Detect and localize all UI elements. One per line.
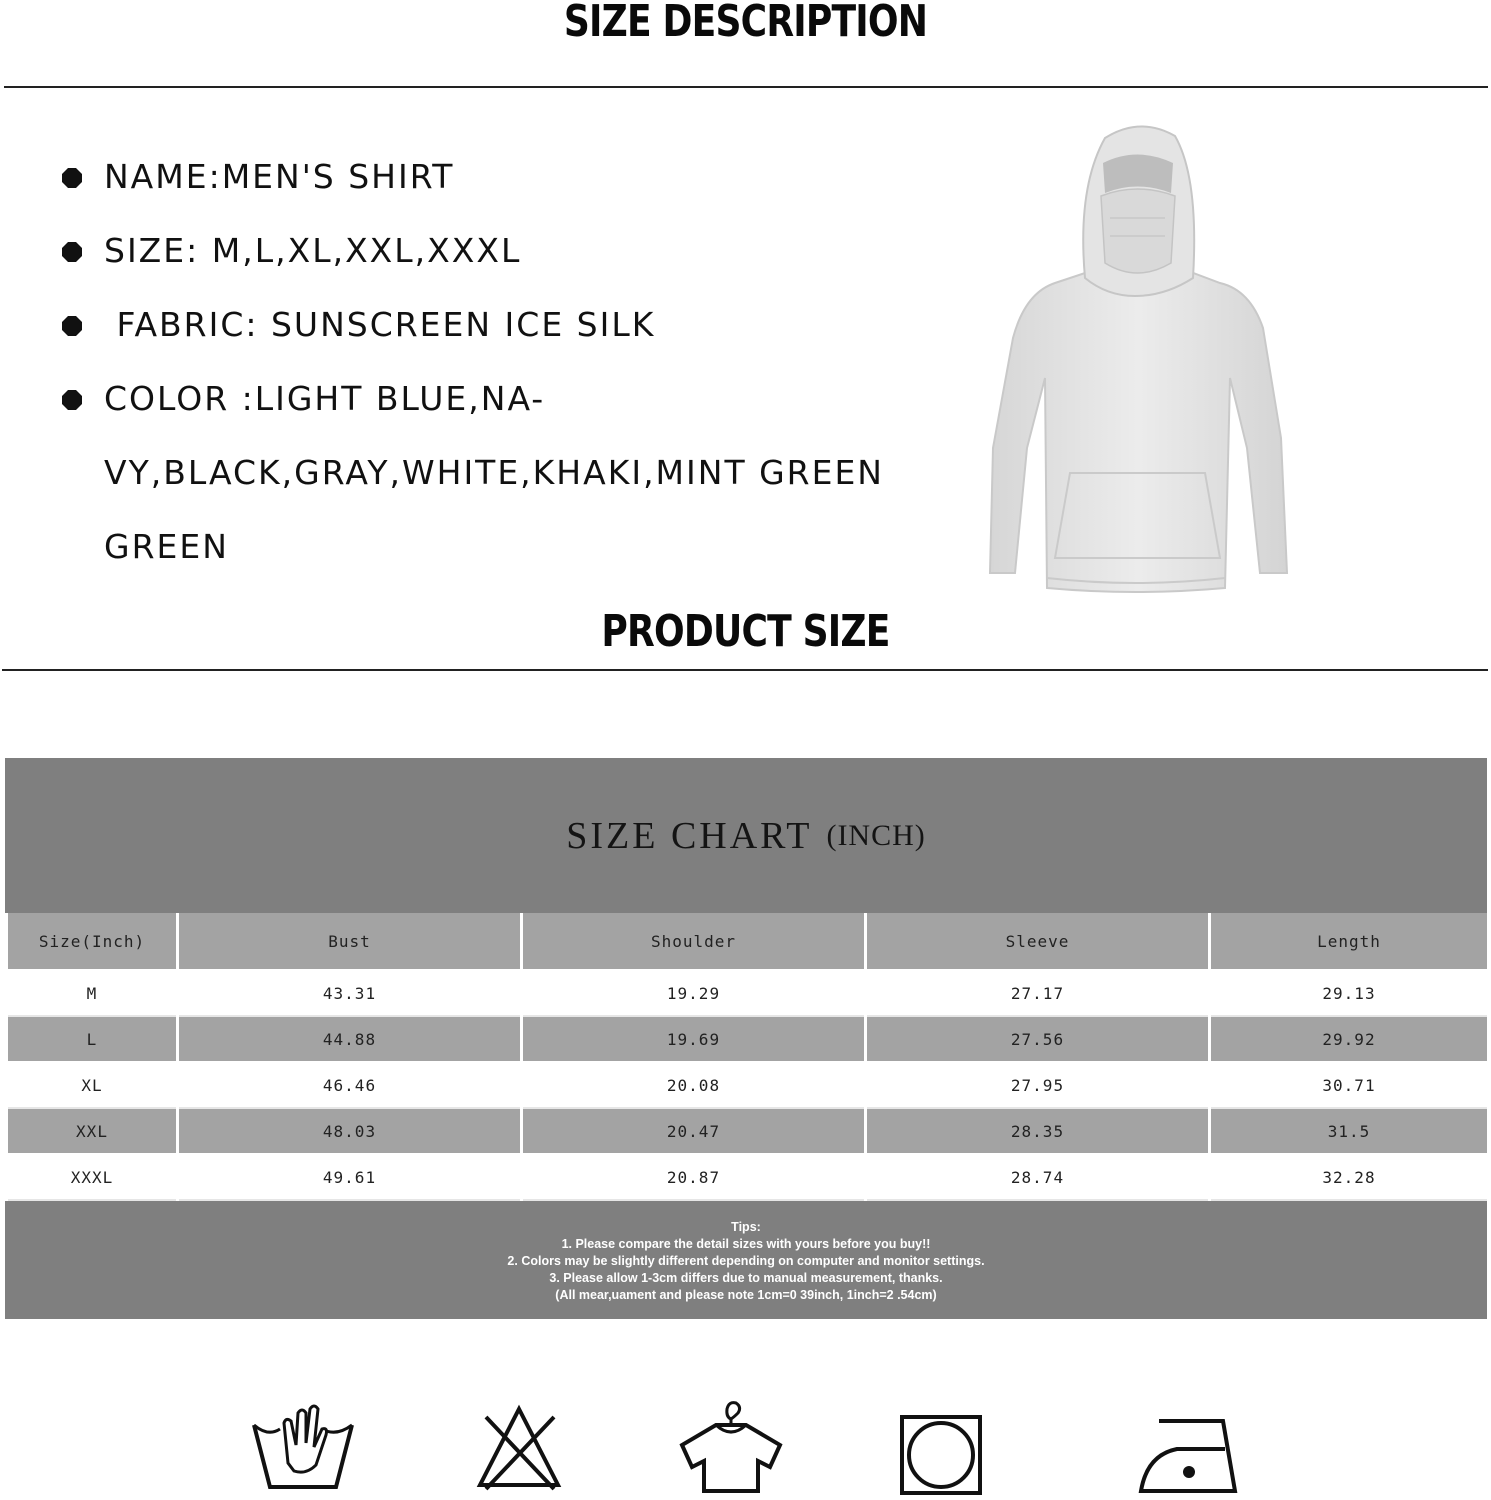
table-row (7, 1108, 1489, 1154)
table-cell: M (7, 970, 178, 1016)
iron-low-icon (1137, 1395, 1241, 1495)
table-cell: 44.88 (178, 1016, 522, 1062)
table-cell: 32.28 (1210, 1154, 1489, 1200)
table-cell: 29.92 (1210, 1016, 1489, 1062)
middle-divider (2, 669, 1488, 671)
table-cell: 29.13 (1210, 970, 1489, 1016)
tips-title: Tips: (731, 1220, 761, 1234)
size-chart (5, 758, 1487, 1319)
table-row (7, 1016, 1489, 1062)
table-cell: 20.47 (522, 1108, 866, 1154)
table-cell: 27.95 (866, 1062, 1210, 1108)
detail-name: NAME:MEN'S SHIRT (62, 140, 904, 214)
bullet-icon (62, 242, 82, 262)
table-cell: 27.17 (866, 970, 1210, 1016)
table-cell: 19.69 (522, 1016, 866, 1062)
detail-fabric: FABRIC: SUNSCREEN ICE SILK (62, 288, 904, 362)
table-row (7, 1062, 1489, 1108)
detail-color: COLOR :LIGHT BLUE,NA- (62, 362, 904, 436)
tips-line: 1. Please compare the detail sizes with yours before you buy!! (561, 1237, 931, 1251)
table-cell: 46.46 (178, 1062, 522, 1108)
table-cell: L (7, 1016, 178, 1062)
tips-line: 3. Please allow 1-3cm differs due to manual measurement, thanks. (549, 1271, 943, 1285)
bullet-icon (62, 168, 82, 188)
table-cell: 31.5 (1210, 1108, 1489, 1154)
table-cell: 20.08 (522, 1062, 866, 1108)
column-header: Length (1210, 913, 1489, 970)
tips-line: 2. Colors may be slightly different depending on computer and monitor settings. (507, 1254, 985, 1268)
size-chart-title: SIZE CHART (INCH) (5, 758, 1487, 913)
do-not-bleach-icon (474, 1395, 564, 1495)
top-divider (4, 86, 1488, 88)
bullet-icon (62, 316, 82, 336)
table-row (7, 1154, 1489, 1200)
table-cell: 48.03 (178, 1108, 522, 1154)
hooded-shirt-image (985, 118, 1295, 598)
hang-dry-icon (678, 1395, 784, 1495)
tips-box (5, 1201, 1487, 1319)
size-table (5, 913, 1490, 1201)
table-cell: XL (7, 1062, 178, 1108)
table-cell: 49.61 (178, 1154, 522, 1200)
table-cell: 28.74 (866, 1154, 1210, 1200)
table-cell: 19.29 (522, 970, 866, 1016)
column-header: Bust (178, 913, 522, 970)
table-cell: 43.31 (178, 970, 522, 1016)
detail-color-continued: VY,BLACK,GRAY,WHITE,KHAKI,MINT GREEN (104, 453, 884, 492)
table-cell: 27.56 (866, 1016, 1210, 1062)
table-cell: XXL (7, 1108, 178, 1154)
detail-color-continued-2: GREEN (104, 527, 229, 566)
table-row (7, 970, 1489, 1016)
table-cell: 30.71 (1210, 1062, 1489, 1108)
product-size-heading: PRODUCT SIZE (601, 606, 890, 657)
table-cell: 28.35 (866, 1108, 1210, 1154)
column-header: Sleeve (866, 913, 1210, 970)
tumble-dry-icon (898, 1395, 984, 1495)
table-cell: XXXL (7, 1154, 178, 1200)
hand-wash-icon (250, 1395, 356, 1495)
column-header: Shoulder (522, 913, 866, 970)
tips-line: (All mear,uament and please note 1cm=0 39inch, 1inch=2 .54cm) (555, 1288, 937, 1302)
table-header-row (7, 913, 1489, 970)
bullet-icon (62, 390, 82, 410)
detail-size: SIZE: M,L,XL,XXL,XXXL (62, 214, 904, 288)
size-description-heading: SIZE DESCRIPTION (563, 0, 928, 47)
table-cell: 20.87 (522, 1154, 866, 1200)
column-header: Size(Inch) (7, 913, 178, 970)
